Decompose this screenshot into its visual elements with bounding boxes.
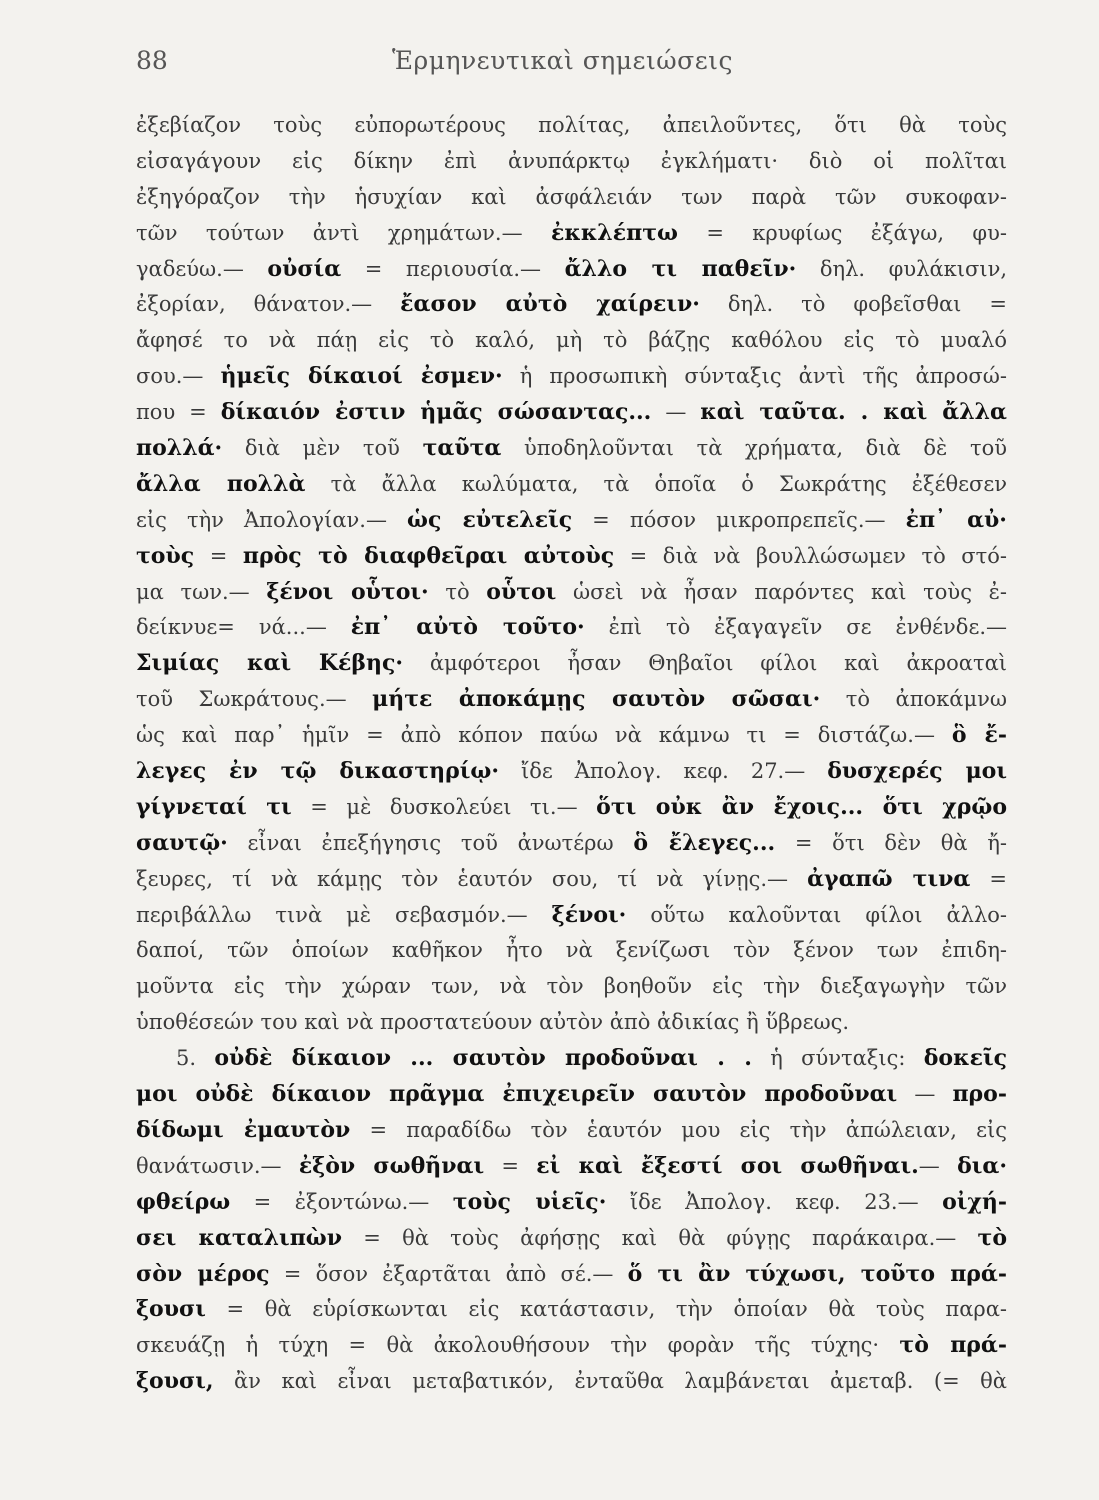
- bold-term: οἰχή-: [942, 1188, 1008, 1215]
- text-line: [136, 1113, 1007, 1149]
- text-line: [136, 1149, 1007, 1185]
- text-line: [136, 1005, 1007, 1041]
- bold-term: προ-: [952, 1081, 1007, 1108]
- text-run: ἡ προσωπικὴ σύνταξις ἀντὶ τῆς ἀπροσώ-: [502, 364, 1007, 389]
- text-run: ἐξεβίαζον τοὺς εὐπορωτέρους πολίτας, ἀπειλοῦντες, ὅτι θὰ τοὺς: [136, 113, 1007, 137]
- text-line: [136, 1077, 1007, 1113]
- text-run: διὰ μὲν τοῦ: [222, 436, 423, 461]
- text-run: —: [897, 1082, 953, 1107]
- bold-term: ἡμεῖς δίκαιοί ἐσμεν·: [220, 363, 503, 390]
- text-run: ἡ σύνταξις:: [751, 1046, 924, 1071]
- text-line: [136, 180, 1007, 216]
- bold-term: λεγες ἐν τῷ δικαστηρίῳ·: [136, 758, 499, 785]
- text-run: τὰ ἄλλα κωλύματα, τὰ ὁποῖα ὁ Σωκράτης ἐξέθεσεν: [305, 471, 1007, 496]
- text-run: = παραδίδω τὸν ἑαυτόν μου εἰς τὴν ἀπώλειαν, εἰς: [350, 1117, 1007, 1142]
- text-run: = θὰ εὑρίσκωνται εἰς κατάστασιν, τὴν ὁποίαν θὰ τοὺς παρα-: [205, 1297, 1007, 1322]
- text-run: εἰς τὴν Ἀπολογίαν.—: [136, 507, 408, 532]
- bold-term: τὸ: [977, 1224, 1008, 1251]
- bold-term: ξένοι οὗτοι·: [266, 578, 429, 605]
- text-run: εἶναι ἐπεξήγησις τοῦ ἀνωτέρω: [227, 830, 634, 855]
- text-run: οὕτω καλοῦνται φίλοι ἀλλο-: [626, 902, 1007, 927]
- text-run: =: [970, 866, 1008, 891]
- text-line: [136, 1185, 1007, 1221]
- text-run: ἐπὶ τὸ ἐξαγαγεῖν σε ἐνθένδε.—: [584, 615, 1008, 640]
- text-run: = ὅσον ἐξαρτᾶται ἀπὸ σέ.—: [269, 1261, 628, 1286]
- text-run: μα των.—: [136, 579, 267, 604]
- text-run: τὸ ἀποκάμνω: [820, 687, 1007, 712]
- text-line: [136, 646, 1007, 682]
- text-run: —: [651, 400, 701, 425]
- bold-term: ὡς εὐτελεῖς: [407, 506, 573, 533]
- text-run: = μὲ δυσκολεύει τι.—: [291, 794, 597, 819]
- bold-term: οὐδὲ δίκαιον ... σαυτὸν προδοῦναι . .: [214, 1045, 752, 1072]
- bold-term: ἐκκλέπτω: [550, 219, 678, 246]
- bold-term: ξένοι·: [551, 901, 627, 928]
- text-run: τοῦ Σωκράτους.—: [136, 687, 373, 712]
- text-run: που =: [136, 400, 221, 425]
- text-line: [136, 503, 1007, 539]
- text-run: ὑποδηλοῦνται τὰ χρήματα, διὰ δὲ τοῦ: [501, 436, 1007, 461]
- bold-term: οὗτοι: [486, 578, 557, 605]
- bold-term: φθείρω: [136, 1188, 231, 1215]
- text-line: [136, 1292, 1007, 1328]
- text-run: ἐξηγόραζον τὴν ἡσυχίαν καὶ ἀσφάλειάν των παρὰ τῶν συκοφαν-: [136, 184, 1007, 209]
- text-run: ἂν καὶ εἶναι μεταβατικόν, ἐνταῦθα λαμβάνεται ἀμεταβ. (= θὰ: [213, 1369, 1007, 1394]
- text-run: =: [194, 543, 243, 568]
- text-run: τῶν τούτων ἀντὶ χρημάτων.—: [136, 220, 551, 245]
- text-run: ὡσεὶ νὰ ἦσαν παρόντες καὶ τοὺς ἐ-: [556, 579, 1007, 604]
- text-run: = θὰ τοὺς ἀφήσῃς καὶ θὰ φύγῃς παράκαιρα.—: [342, 1225, 978, 1250]
- bold-term: ἐξὸν σωθῆναι: [298, 1152, 485, 1179]
- text-line: [136, 431, 1007, 467]
- text-run: περιβάλλω τινὰ μὲ σεβασμόν.—: [136, 902, 552, 927]
- bold-term: ξουσι,: [136, 1368, 214, 1395]
- bold-term: οὐσία: [267, 255, 342, 282]
- text-line: [136, 252, 1007, 288]
- text-line: [136, 359, 1007, 395]
- text-run: ὡς καὶ παρ᾽ ἡμῖν = ἀπὸ κόπον παύω νὰ κάμνω τι = διστάζω.—: [136, 723, 952, 748]
- bold-term: μήτε ἀποκάμῃς σαυτὸν σῶσαι·: [372, 686, 821, 713]
- bold-term: ὃ ἔλεγες...: [633, 829, 776, 856]
- text-line: [136, 933, 1007, 969]
- text-run: = κρυφίως ἐξάγω, φυ-: [677, 220, 1007, 245]
- page-number: 88: [136, 46, 168, 75]
- bold-term: ἄλλα πολλὰ: [136, 470, 306, 497]
- text-run: σου.—: [136, 364, 221, 389]
- text-line: [136, 718, 1007, 754]
- bold-term: εἰ καὶ ἔξεστί σοι σωθῆναι.: [536, 1152, 919, 1179]
- bold-term: ἐπ᾽ αὐτὸ τοῦτο·: [350, 614, 585, 641]
- bold-term: τοὺς: [136, 542, 195, 569]
- bold-term: δια·: [957, 1152, 1007, 1179]
- text-run: γαδεύω.—: [136, 256, 268, 281]
- page-header: [136, 46, 989, 86]
- bold-term: πολλά·: [136, 435, 223, 462]
- text-line: [136, 1257, 1007, 1293]
- text-line: [136, 395, 1007, 431]
- text-run: δείκνυε= νά...—: [136, 615, 351, 640]
- text-line: [136, 682, 1007, 718]
- bold-term: ὅτι οὐκ ἂν ἔχοις... ὅτι χρῷο: [596, 793, 1007, 820]
- text-run: θανάτωσιν.—: [136, 1153, 299, 1178]
- text-run: =: [484, 1153, 537, 1178]
- text-run: μοῦντα εἰς τὴν χώραν των, νὰ τὸν βοηθοῦν εἰς τὴν διεξαγωγὴν τῶν: [136, 974, 1007, 999]
- bold-term: Σιμίας καὶ Κέβης·: [136, 650, 404, 677]
- text-run: = ὅτι δὲν θὰ ἤ-: [775, 830, 1008, 855]
- text-line: [136, 790, 1007, 826]
- bold-term: ὃ ἔ-: [951, 722, 1007, 749]
- bold-term: δυσχερές μοι: [827, 758, 1008, 785]
- text-run: ὑποθέσεών του καὶ νὰ προστατεύουν αὐτὸν ἀπὸ ἀδικίας ἢ ὕβρεως.: [136, 1010, 850, 1035]
- bold-term: τὸ πρά-: [899, 1332, 1007, 1359]
- text-run: δαποί, τῶν ὁποίων καθῆκον ἦτο νὰ ξενίζωσι τὸν ξένον των ἐπιδη-: [136, 938, 1007, 963]
- text-line: [136, 1328, 1007, 1364]
- bold-term: ξουσι: [136, 1296, 206, 1323]
- text-line: [136, 575, 1007, 611]
- text-run: = ἐξοντώνω.—: [230, 1189, 453, 1214]
- bold-term: γίγνεταί τι: [136, 793, 292, 820]
- bold-term: ἐπ᾽ αὐ·: [905, 506, 1007, 533]
- text-line: [136, 610, 1007, 646]
- bold-term: ὅ τι ἂν τύχωσι, τοῦτο πρά-: [627, 1260, 1007, 1287]
- text-run: εἰσαγάγουν εἰς δίκην ἐπὶ ἀνυπάρκτῳ ἐγκλήματι· διὸ οἱ πολῖται: [136, 148, 1007, 173]
- text-run: = πόσον μικροπρεπεῖς.—: [572, 507, 906, 532]
- text-line: [136, 862, 1007, 898]
- bold-term: ταῦτα: [422, 435, 502, 462]
- text-line: [136, 754, 1007, 790]
- bold-term: ἄλλο τι παθεῖν·: [564, 255, 797, 282]
- text-line: [136, 539, 1007, 575]
- bold-term: ἀγαπῶ τινα: [807, 865, 971, 892]
- text-run: σκευάζῃ ἡ τύχη = θὰ ἀκολουθήσουν τὴν φορὰν τῆς τύχης·: [136, 1333, 900, 1358]
- text-run: δηλ. τὸ φοβεῖσθαι =: [699, 292, 1007, 317]
- text-run: ἀμφότεροι ἦσαν Θηβαῖοι φίλοι καὶ ἀκροαταὶ: [403, 651, 1008, 676]
- bold-term: δίδωμι ἐμαυτὸν: [136, 1116, 351, 1143]
- text-run: ξευρες, τί νὰ κάμῃς τὸν ἑαυτόν σου, τί νὰ γίνῃς.—: [136, 866, 808, 891]
- bold-term: σαυτῷ·: [136, 829, 228, 856]
- text-line: [136, 144, 1007, 180]
- text-line: [136, 1364, 1007, 1400]
- bold-term: σὸν μέρος: [136, 1260, 270, 1287]
- text-line: [136, 1221, 1007, 1257]
- text-run: = περιουσία.—: [341, 256, 565, 281]
- text-line: [136, 323, 1007, 359]
- text-line: [136, 826, 1007, 862]
- text-run: 5.: [176, 1046, 215, 1071]
- bold-term: τοὺς υἱεῖς·: [452, 1188, 607, 1215]
- bold-term: δίκαιόν ἐστιν ἡμᾶς σώσαντας...: [220, 399, 652, 426]
- running-title: Ἑρμηνευτικαὶ σημειώσεις: [392, 46, 733, 75]
- text-run: ἐξορίαν, θάνατον.—: [136, 292, 401, 317]
- text-line: [136, 216, 1007, 252]
- text-line: [136, 969, 1007, 1005]
- bold-term: πρὸς τὸ διαφθεῖραι αὐτοὺς: [242, 542, 615, 569]
- text-run: τὸ: [428, 579, 487, 604]
- text-line: [136, 287, 1007, 323]
- text-run: ἴδε Ἀπολογ. κεφ. 27.—: [499, 759, 828, 784]
- text-run: δηλ. φυλάκισιν,: [796, 256, 1008, 281]
- body-text: [136, 108, 1007, 1400]
- text-run: —: [918, 1153, 958, 1178]
- text-line: [136, 467, 1007, 503]
- text-line: [136, 1041, 1007, 1077]
- bold-term: ἔασον αὐτὸ χαίρειν·: [400, 291, 700, 318]
- text-run: ἴδε Ἀπολογ. κεφ. 23.—: [606, 1189, 943, 1214]
- text-run: ἄφησέ το νὰ πάῃ εἰς τὸ καλό, μὴ τὸ βάζῃς καθόλου εἰς τὸ μυαλό: [136, 328, 1007, 353]
- bold-term: σει καταλιπὼν: [136, 1224, 343, 1251]
- bold-term: καὶ ταῦτα. . καὶ ἄλλα: [700, 399, 1007, 426]
- text-run: = διὰ νὰ βουλλώσωμεν τὸ στό-: [614, 543, 1007, 568]
- bold-term: δοκεῖς: [923, 1045, 1008, 1072]
- bold-term: μοι οὐδὲ δίκαιον πρᾶγμα ἐπιχειρεῖν σαυτὸν προδοῦναι: [136, 1081, 898, 1108]
- text-line: [136, 108, 1007, 144]
- text-line: [136, 898, 1007, 934]
